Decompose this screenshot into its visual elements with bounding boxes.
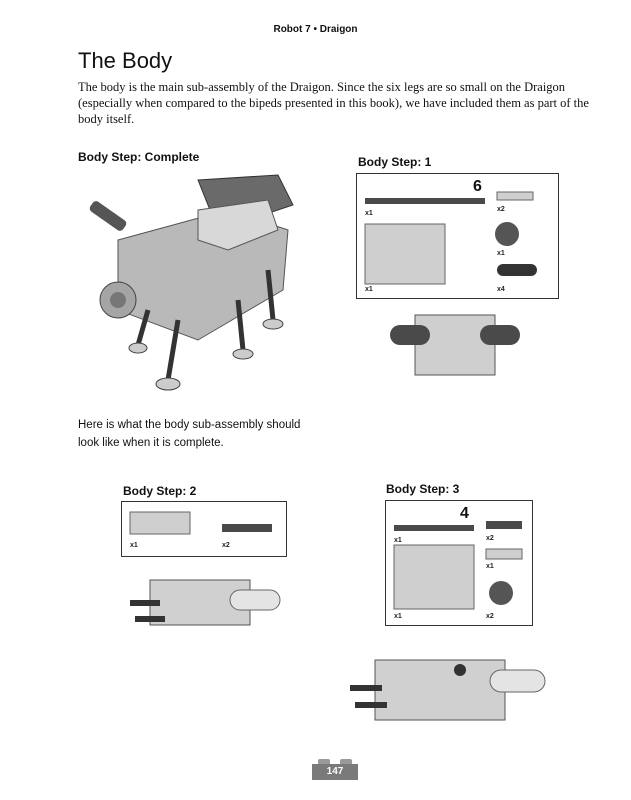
step3-parts-box xyxy=(385,500,533,626)
page-number xyxy=(312,764,358,780)
step1-qty-beam: x4 xyxy=(497,286,505,293)
frame-part-icon xyxy=(365,224,445,284)
plate-part-icon xyxy=(497,192,533,200)
step3-qty-frame: x1 xyxy=(394,613,402,620)
step-complete-label: Body Step: Complete xyxy=(78,150,200,164)
step3-qty-axle: x1 xyxy=(394,537,402,544)
frame-part-icon xyxy=(394,545,474,609)
step2-qty-brick: x1 xyxy=(130,542,138,549)
step1-qty-frame: x1 xyxy=(365,286,373,293)
step1-qty-gear: x1 xyxy=(497,250,505,257)
step3-qty-pin: x2 xyxy=(486,535,494,542)
axle-part-icon xyxy=(365,198,485,204)
step1-parts-box xyxy=(356,173,559,299)
step2-parts-box xyxy=(121,501,287,557)
step1-label: Body Step: 1 xyxy=(358,155,432,169)
step1-qty-axle: x1 xyxy=(365,210,373,217)
step3-qty-plate: x1 xyxy=(486,563,494,570)
gear-part-icon xyxy=(489,581,513,605)
step1-assembly-illustration xyxy=(385,305,535,385)
step3-label: Body Step: 3 xyxy=(386,482,460,496)
brick-part-icon xyxy=(130,512,190,534)
step3-qty-gear: x2 xyxy=(486,613,494,620)
intro-paragraph: The body is the main sub-assembly of the Draigon. Since the six legs are so small on the Draigon (especially when compared to the bipeds presented in this book), we have included them as part of the body itself. xyxy=(78,80,589,126)
page-number-text: 147 xyxy=(326,766,344,777)
pin-part-icon xyxy=(486,521,522,529)
plate-part-icon xyxy=(486,549,522,559)
beam-part-icon xyxy=(497,264,537,276)
step3-assembly-illustration xyxy=(350,640,560,740)
step1-qty-plate: x2 xyxy=(497,206,505,213)
running-header: Robot 7 • Draigon xyxy=(273,24,358,35)
step2-label: Body Step: 2 xyxy=(123,484,197,498)
complete-caption: Here is what the body sub-assembly should look like when it is complete. xyxy=(78,419,301,449)
axle-part-icon xyxy=(394,525,474,531)
complete-body-illustration xyxy=(78,170,308,400)
section-title: The Body xyxy=(78,48,173,73)
step2-assembly-illustration xyxy=(130,570,290,640)
page-number-stud xyxy=(340,759,352,764)
pin-part-icon xyxy=(222,524,272,532)
page-number-stud xyxy=(318,759,330,764)
step1-axle-length: 6 xyxy=(473,178,482,195)
step3-axle-length: 4 xyxy=(460,505,469,522)
step2-qty-pin: x2 xyxy=(222,542,230,549)
gear-part-icon xyxy=(495,222,519,246)
